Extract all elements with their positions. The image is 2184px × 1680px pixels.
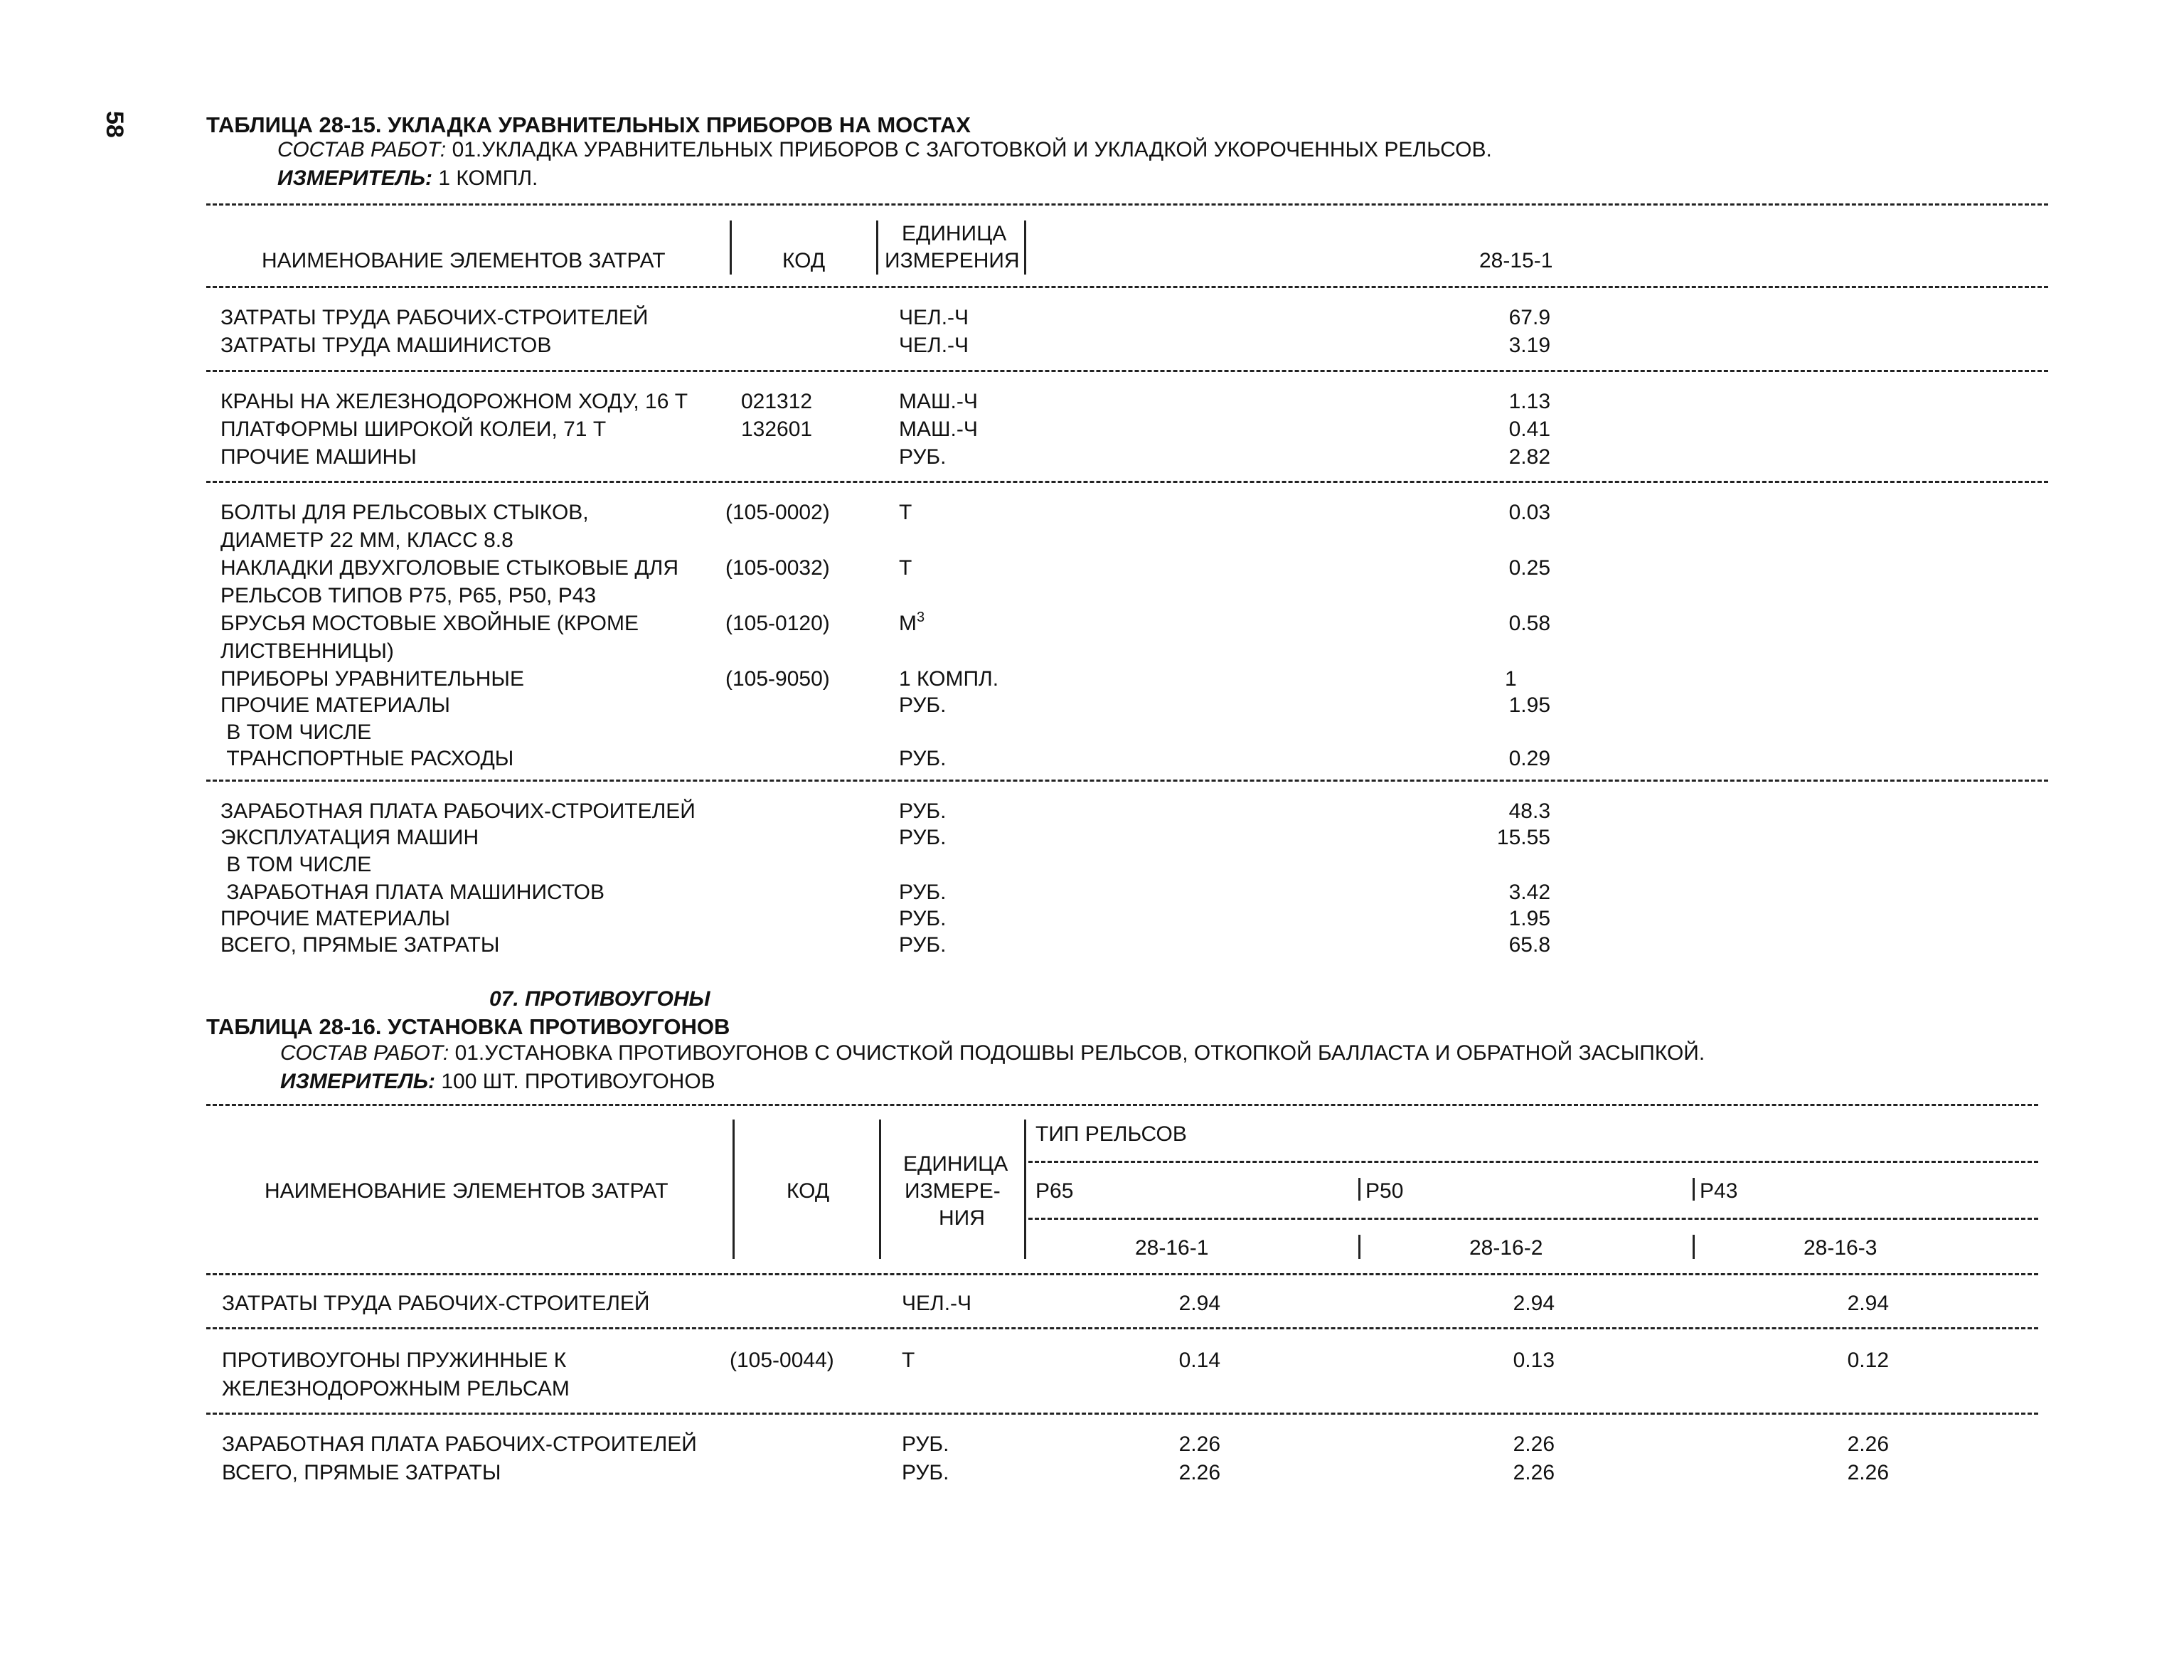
- t16-type-sep: [1693, 1178, 1695, 1201]
- t16-row-code: (105-0044): [730, 1349, 834, 1372]
- t15-rule-group: [206, 481, 2048, 483]
- t16-header-unit-1: ЕДИНИЦА: [903, 1152, 1008, 1176]
- t16-type-p50: Р50: [1365, 1179, 1404, 1203]
- t15-row-value: 3.19: [1508, 334, 1550, 357]
- t16-rule-group: [206, 1327, 2038, 1329]
- t15-row-code: 021312: [741, 390, 813, 413]
- t16-row-value: 2.94: [1847, 1292, 1889, 1315]
- t15-row-unit: РУБ.: [899, 933, 947, 957]
- t15-header-sep: [730, 220, 732, 275]
- t16-rule-header: [206, 1273, 2038, 1275]
- t15-rule-header: [206, 286, 2048, 288]
- t16-row-value: 2.26: [1513, 1432, 1555, 1456]
- t16-row-name: ВСЕГО, ПРЯМЫЕ ЗАТРАТЫ: [222, 1461, 501, 1484]
- t15-row-name: ЗАТРАТЫ ТРУДА МАШИНИСТОВ: [220, 334, 552, 357]
- t16-row-unit: ЧЕЛ.-Ч: [902, 1292, 972, 1315]
- t16-header-sep: [733, 1120, 735, 1259]
- t15-composition-label: СОСТАВ РАБОТ:: [277, 138, 447, 161]
- table-28-16-title: ТАБЛИЦА 28-16. УСТАНОВКА ПРОТИВОУГОНОВ: [206, 1014, 730, 1039]
- t16-meter-label: ИЗМЕРИТЕЛЬ:: [280, 1070, 435, 1093]
- t15-row-code: (105-0120): [725, 612, 830, 635]
- t16-row-value: 0.12: [1847, 1349, 1889, 1372]
- t16-meter-text: 100 ШТ. ПРОТИВОУГОНОВ: [441, 1070, 715, 1093]
- t15-row-unit-sup: 3: [917, 610, 925, 625]
- t15-row-value: 1: [1505, 667, 1517, 691]
- t16-composition: [280, 1043, 1705, 1064]
- t15-meter: [277, 168, 538, 189]
- t15-row-value: 65.8: [1508, 933, 1550, 957]
- t15-row-name: ПЛАТФОРМЫ ШИРОКОЙ КОЛЕИ, 71 Т: [220, 418, 607, 441]
- t15-row-name: В ТОМ ЧИСЛЕ: [220, 721, 372, 744]
- t15-row-code: 132601: [741, 418, 813, 441]
- t15-row-unit: РУБ.: [899, 799, 947, 823]
- t15-header-name: НАИМЕНОВАНИЕ ЭЛЕМЕНТОВ ЗАТРАТ: [262, 249, 666, 272]
- t15-row-value: 1.95: [1508, 907, 1550, 930]
- t15-row-value: 1.13: [1508, 390, 1550, 413]
- t16-row-name: ПРОТИВОУГОНЫ ПРУЖИННЫЕ К: [222, 1349, 567, 1372]
- t15-row-value: 0.41: [1508, 418, 1550, 441]
- t15-header-sep: [1024, 220, 1026, 275]
- t16-col-2: 28-16-2: [1469, 1236, 1543, 1260]
- section-title: 07. ПРОТИВОУГОНЫ: [489, 987, 710, 1011]
- t16-meter: [280, 1071, 715, 1092]
- t15-row-unit: РУБ.: [899, 907, 947, 930]
- t15-row-code: (105-0002): [725, 501, 830, 524]
- t15-composition-text: 01.УКЛАДКА УРАВНИТЕЛЬНЫХ ПРИБОРОВ С ЗАГОТОВКОЙ И УКЛАДКОЙ УКОРОЧЕННЫХ РЕЛЬСОВ.: [452, 138, 1492, 161]
- t15-row-value: 1.95: [1508, 693, 1550, 717]
- t15-header-sep: [876, 220, 878, 275]
- t15-rule-group: [206, 370, 2048, 372]
- t15-row-name: ЗАРАБОТНАЯ ПЛАТА МАШИНИСТОВ: [220, 881, 605, 904]
- t15-row-unit: Т: [899, 556, 912, 580]
- t15-row-name: БРУСЬЯ МОСТОВЫЕ ХВОЙНЫЕ (КРОМЕ: [220, 612, 639, 635]
- t15-row-unit: МАШ.-Ч: [899, 418, 978, 441]
- t16-col-3: 28-16-3: [1804, 1236, 1877, 1260]
- t16-row-value: 2.26: [1513, 1461, 1555, 1484]
- t15-row-name: ЗАРАБОТНАЯ ПЛАТА РАБОЧИХ-СТРОИТЕЛЕЙ: [220, 799, 696, 823]
- t15-row-code: (105-0032): [725, 556, 830, 580]
- t16-header-code: КОД: [787, 1179, 830, 1203]
- t15-row-unit: [899, 610, 925, 635]
- t16-row-value: 2.26: [1178, 1461, 1220, 1484]
- t16-row-name: ЗАТРАТЫ ТРУДА РАБОЧИХ-СТРОИТЕЛЕЙ: [222, 1292, 650, 1315]
- t16-row-unit: РУБ.: [902, 1461, 949, 1484]
- t15-row-code: (105-9050): [725, 667, 830, 691]
- t16-type-p65: Р65: [1035, 1179, 1074, 1203]
- t15-header-code: КОД: [782, 249, 826, 272]
- t16-header-rail-type: ТИП РЕЛЬСОВ: [1035, 1122, 1187, 1146]
- t16-rule-group: [206, 1413, 2038, 1415]
- t15-meter-text: 1 КОМПЛ.: [438, 166, 538, 190]
- t15-meter-label: ИЗМЕРИТЕЛЬ:: [277, 166, 432, 190]
- t15-row-value: 3.42: [1508, 881, 1550, 904]
- t15-rule-top: [206, 203, 2048, 206]
- t16-row-name-2: ЖЕЛЕЗНОДОРОЖНЫМ РЕЛЬСАМ: [222, 1377, 570, 1400]
- t15-row-name: ТРАНСПОРТНЫЕ РАСХОДЫ: [220, 747, 514, 770]
- t15-composition: [277, 139, 1492, 161]
- t16-rule-sub: [1028, 1218, 2038, 1220]
- t16-col-sep: [1693, 1235, 1695, 1259]
- table-28-15-title: ТАБЛИЦА 28-15. УКЛАДКА УРАВНИТЕЛЬНЫХ ПРИБОРОВ НА МОСТАХ: [206, 112, 971, 137]
- t15-row-unit: РУБ.: [899, 881, 947, 904]
- page-number: 58: [101, 111, 128, 138]
- t16-row-unit: Т: [902, 1349, 915, 1372]
- t15-row-name: РЕЛЬСОВ ТИПОВ Р75, Р65, Р50, Р43: [220, 584, 597, 607]
- t15-row-value: 48.3: [1508, 799, 1550, 823]
- t16-row-value: 2.94: [1513, 1292, 1555, 1315]
- t15-row-name: ВСЕГО, ПРЯМЫЕ ЗАТРАТЫ: [220, 933, 500, 957]
- t15-row-value: 0.03: [1508, 501, 1550, 524]
- t15-row-name: ЗАТРАТЫ ТРУДА РАБОЧИХ-СТРОИТЕЛЕЙ: [220, 306, 649, 329]
- t15-row-unit: РУБ.: [899, 445, 947, 469]
- t16-type-p43: Р43: [1700, 1179, 1738, 1203]
- t15-row-value: 0.58: [1508, 612, 1550, 635]
- t15-row-value: 67.9: [1508, 306, 1550, 329]
- t15-row-unit: ЧЕЛ.-Ч: [899, 306, 969, 329]
- t15-header-unit-2: ИЗМЕРЕНИЯ: [885, 249, 1020, 272]
- t16-header-unit-2: ИЗМЕРЕ-: [905, 1179, 1001, 1203]
- t15-row-value: 0.25: [1508, 556, 1550, 580]
- t15-row-name: ПРОЧИЕ МАТЕРИАЛЫ: [220, 693, 450, 717]
- t16-row-unit: РУБ.: [902, 1432, 949, 1456]
- t16-header-sep: [879, 1120, 881, 1259]
- t15-row-name: БОЛТЫ ДЛЯ РЕЛЬСОВЫХ СТЫКОВ,: [220, 501, 589, 524]
- t16-type-sep: [1358, 1178, 1360, 1201]
- t16-header-sep: [1024, 1120, 1026, 1259]
- t15-row-unit: РУБ.: [899, 826, 947, 849]
- t16-col-sep: [1358, 1235, 1360, 1259]
- t16-row-value: 2.26: [1847, 1432, 1889, 1456]
- t16-row-value: 2.94: [1178, 1292, 1220, 1315]
- t15-row-unit: МАШ.-Ч: [899, 390, 978, 413]
- t15-row-unit: ЧЕЛ.-Ч: [899, 334, 969, 357]
- t16-rule-sub: [1028, 1161, 2038, 1163]
- t15-header-unit-1: ЕДИНИЦА: [902, 222, 1007, 245]
- t15-row-name: ЛИСТВЕННИЦЫ): [220, 639, 394, 663]
- t15-row-value: 2.82: [1508, 445, 1550, 469]
- t15-row-unit: РУБ.: [899, 747, 947, 770]
- t16-composition-label: СОСТАВ РАБОТ:: [280, 1041, 449, 1065]
- t16-composition-text: 01.УСТАНОВКА ПРОТИВОУГОНОВ С ОЧИСТКОЙ ПОДОШВЫ РЕЛЬСОВ, ОТКОПКОЙ БАЛЛАСТА И ОБРАТНОЙ ЗАСЫПКОЙ.: [454, 1041, 1705, 1065]
- t15-row-unit-m: М: [899, 612, 917, 635]
- t15-row-name: ДИАМЕТР 22 ММ, КЛАСС 8.8: [220, 528, 513, 552]
- t15-row-name: ЭКСПЛУАТАЦИЯ МАШИН: [220, 826, 479, 849]
- t15-row-name: ПРИБОРЫ УРАВНИТЕЛЬНЫЕ: [220, 667, 524, 691]
- t15-row-name: НАКЛАДКИ ДВУХГОЛОВЫЕ СТЫКОВЫЕ ДЛЯ: [220, 556, 679, 580]
- t16-rule-top: [206, 1104, 2038, 1106]
- t15-row-name: КРАНЫ НА ЖЕЛЕЗНОДОРОЖНОМ ХОДУ, 16 Т: [220, 390, 688, 413]
- t15-row-name: В ТОМ ЧИСЛЕ: [220, 853, 372, 876]
- t15-header-col: 28-15-1: [1479, 249, 1553, 272]
- t15-row-unit: 1 КОМПЛ.: [899, 667, 999, 691]
- t15-row-name: ПРОЧИЕ МАШИНЫ: [220, 445, 417, 469]
- t16-header-name: НАИМЕНОВАНИЕ ЭЛЕМЕНТОВ ЗАТРАТ: [265, 1179, 668, 1203]
- t15-row-unit: Т: [899, 501, 912, 524]
- t15-row-value: 15.55: [1496, 826, 1550, 849]
- t15-row-value: 0.29: [1508, 747, 1550, 770]
- t16-row-value: 2.26: [1847, 1461, 1889, 1484]
- t15-rule-group: [206, 780, 2048, 782]
- t16-col-1: 28-16-1: [1135, 1236, 1209, 1260]
- t16-header-unit-3: НИЯ: [939, 1206, 985, 1230]
- t16-row-name: ЗАРАБОТНАЯ ПЛАТА РАБОЧИХ-СТРОИТЕЛЕЙ: [222, 1432, 697, 1456]
- t16-row-value: 0.13: [1513, 1349, 1555, 1372]
- t16-row-value: 2.26: [1178, 1432, 1220, 1456]
- t16-row-value: 0.14: [1178, 1349, 1220, 1372]
- t15-row-name: ПРОЧИЕ МАТЕРИАЛЫ: [220, 907, 450, 930]
- t15-row-unit: РУБ.: [899, 693, 947, 717]
